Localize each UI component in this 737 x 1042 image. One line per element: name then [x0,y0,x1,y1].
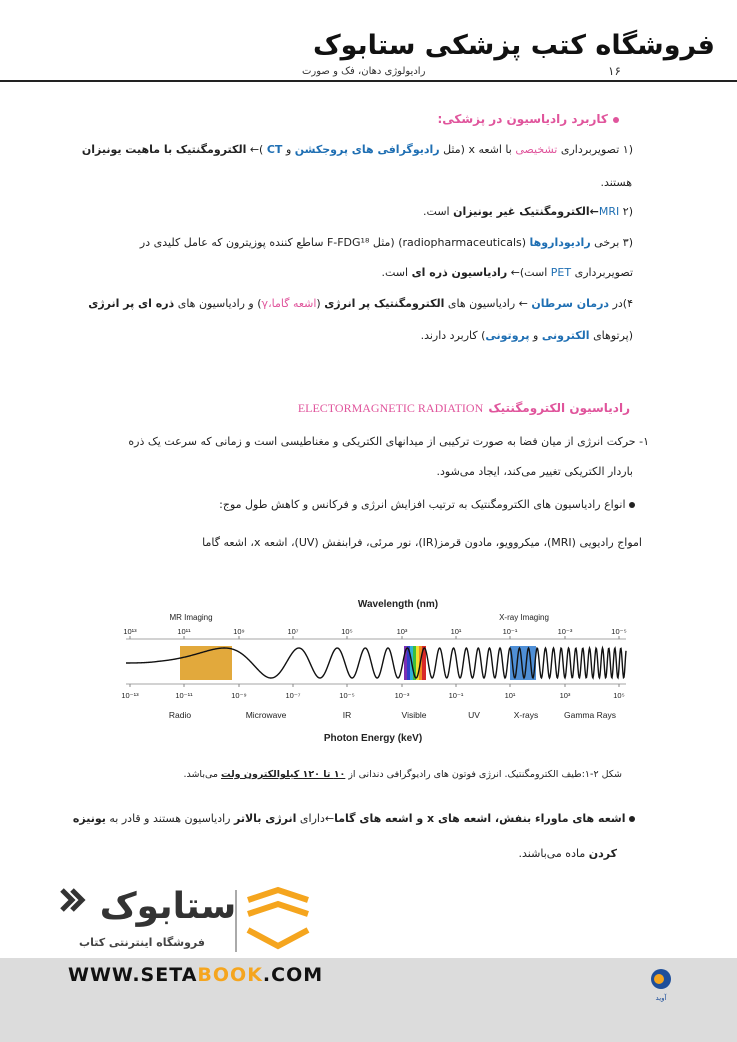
bold-text: یونیزه [72,812,106,825]
top-tick-label: 10⁻¹ [502,627,518,636]
highlight-text: رادیوداروها [529,236,591,249]
list-item-3-cont [53,264,633,282]
paragraph-line-1: ۱- حرکت انرژی از میان فضا به صورت ترکیبی از میدانهای الکتریکی و مغناطیسی است و زمانی که سرعت یک ذره [128,435,649,448]
top-tick-label: 10⁹ [233,627,245,636]
em-spectrum-figure [118,594,638,746]
mr-imaging-label: MR Imaging [169,613,213,622]
top-tick-label: 10⁻³ [557,627,573,636]
logo-wordmark: ستابوک [99,886,237,927]
highlight-text: تشخیصی [515,143,558,156]
url-part: WWW.SETA [68,964,198,986]
logo-caption: فروشگاه اینترنتی کتاب [79,936,205,949]
top-tick-label: 10¹³ [123,627,137,636]
band-label: UV [468,710,480,720]
bold-text: ←الکترومگنتیک غیر یونیزان [453,205,599,218]
top-tick-label: 10⁵ [341,627,353,636]
bottom-tick-label: 10⁻³ [394,691,410,700]
top-tick-label: 10¹ [450,627,462,636]
text: (پرتوهای [593,329,633,342]
chevron-icon [62,890,72,910]
bold-text: کردن [588,847,617,860]
book-chevron-icon [248,890,308,900]
highlight-text: اشعه گاما،γ [261,297,317,310]
text: (radiopharmaceuticals) (مثل F-FDG¹⁸ ساطع کننده پوزیترون که عامل کلیدی در [139,236,527,249]
bottom-tick-label: 10⁵ [613,691,625,700]
text: است. [423,205,450,218]
band-label: Visible [401,710,427,720]
highlight-text: رادیوگرافی های پروجکشن [294,143,440,156]
bullet-icon [629,816,635,822]
section-heading-medical-use [119,108,619,127]
top-tick-label: 10⁷ [287,627,299,636]
text: ←دارای [299,812,335,825]
caption-bold: ۱۰ تا ۱۲۰ کیلوالکترون ولت [221,769,346,780]
band-label: Radio [168,710,192,720]
highlight-text: درمان سرطان [531,297,610,310]
book-chevron-icon [248,904,308,914]
list-item-4-cont [53,327,633,345]
website-url[interactable] [68,964,323,986]
xray-imaging-label: X-ray Imaging [499,613,549,622]
publisher-logo-icon [648,966,674,1012]
section-heading-fa: رادیاسیون الکترومگنتیک [488,401,630,415]
page-number: ۱۶ [608,64,621,78]
band-label: IR [342,710,352,720]
bottom-tick-labels [121,684,624,700]
text: تصویربرداری [574,266,633,279]
bottom-tick-label: 10⁻¹³ [121,691,139,700]
top-tick-label: 10³ [396,627,408,636]
text: ماده می‌باشند. [518,847,586,860]
list-item-3 [53,234,633,252]
setabook-logo [58,880,318,960]
url-part: .COM [262,964,324,986]
bottom-tick-label: 10⁻⁵ [339,691,355,700]
caption-text: شکل ۲-۱:طیف الکترومگنتیک. انرژی فوتون های رادیوگرافی دندانی از [348,769,622,780]
band-labels [169,710,616,720]
bottom-tick-label: 10⁻¹¹ [175,691,193,700]
bottom-tick-label: 10⁻¹ [448,691,464,700]
list-item-2 [73,203,633,221]
section-heading-text: کاربرد رادیاسیون در پزشکی: [437,112,608,126]
publisher-mark-accent [654,974,664,984]
text: ) کاربرد دارند. [420,329,486,342]
text: )← [249,143,264,156]
paragraph-line-2: باردار الکتریکی تغییر می‌کند، ایجاد می‌شود. [436,465,633,478]
bold-text: الکترومگنتیک پر انرژی [324,297,445,310]
band-label: X-rays [513,710,539,720]
text: و [533,329,539,342]
highlight-text: CT [266,143,283,156]
book-chevron-icon [248,930,308,946]
text: انواع رادیاسیون های الکترومگنتیک به ترتیب افزایش انرژی و فرکانس و کاهش طول موج: [219,498,626,511]
text: است)← [510,266,548,279]
bold-text: رادیاسیون ذره ای [411,266,508,279]
text: ۴)در [612,297,633,310]
bold-text: الکترومگنتیک با ماهیت یونیزان [81,143,247,156]
highlight-text: الکترونی [541,329,590,342]
item-number: (۳ [622,236,633,249]
book-subtitle: رادیولوژی دهان، فک و صورت [302,66,426,77]
highlight-text: MRI [598,205,620,218]
chart-top-title: Wavelength (nm) [357,599,439,610]
em-types-list: امواج رادیویی (MRI)، میکروویو، مادون قرمز(IR)، نور مرئی، فرابنفش (UV)، اشعه x، اشعه گاما [202,536,642,549]
text: ( [316,297,321,310]
top-tick-label: 10¹¹ [177,627,191,636]
highlight-text: پروتونی [485,329,530,342]
text: تصویربرداری [560,143,620,156]
section-heading-en: ELECTORMAGNETIC RADIATION [297,401,484,415]
figure-caption [102,769,622,780]
bottom-tick-label: 10¹ [504,691,516,700]
caption-text: می‌باشد. [183,769,218,780]
list-item-4 [53,295,633,313]
bold-text: ذره ای پر انرژی [88,297,175,310]
text: ← رادیاسیون های [447,297,528,310]
list-item-1 [73,141,633,159]
text: رادیاسیون هستند و قادر به [109,812,231,825]
bottom-tick-label: 10⁻⁹ [231,691,247,700]
chart-bottom-title: Photon Energy (keV) [323,733,423,744]
bottom-tick-label: 10³ [559,691,571,700]
text: ) و رادیاسیون های [177,297,262,310]
bullet-icon [629,502,635,508]
item-number: (۲ [622,205,633,218]
band-label: Gamma Rays [564,710,616,720]
text: و [285,143,292,156]
band-label: Microwave [245,710,287,720]
bullet-em-types [75,496,635,514]
bold-text: اشعه های ماوراء بنفش، اشعه های x و اشعه های گاما [334,812,626,825]
section-heading-em-radiation [70,397,630,416]
highlight-text: PET [550,266,572,279]
text: برخی [594,236,620,249]
publisher-name: آوید [655,994,667,1002]
list-item-1-cont: هستند. [600,176,632,189]
bottom-tick-label: 10⁻⁷ [285,691,301,700]
top-tick-labels [123,627,626,639]
item-number: (۱ [622,143,633,156]
text: است. [381,266,409,279]
bold-text: انرژی بالاتر [234,812,297,825]
pink-bullet-icon [613,117,619,123]
bullet-ionizing-cont [317,845,617,863]
url-part-accent: BOOK [197,964,263,986]
text: با اشعه x (مثل [443,143,512,156]
header-divider [0,80,737,82]
bullet-ionizing [72,810,635,828]
top-tick-label: 10⁻⁵ [611,627,627,636]
page-title: فروشگاه کتب پزشکی ستابوک [312,30,715,61]
